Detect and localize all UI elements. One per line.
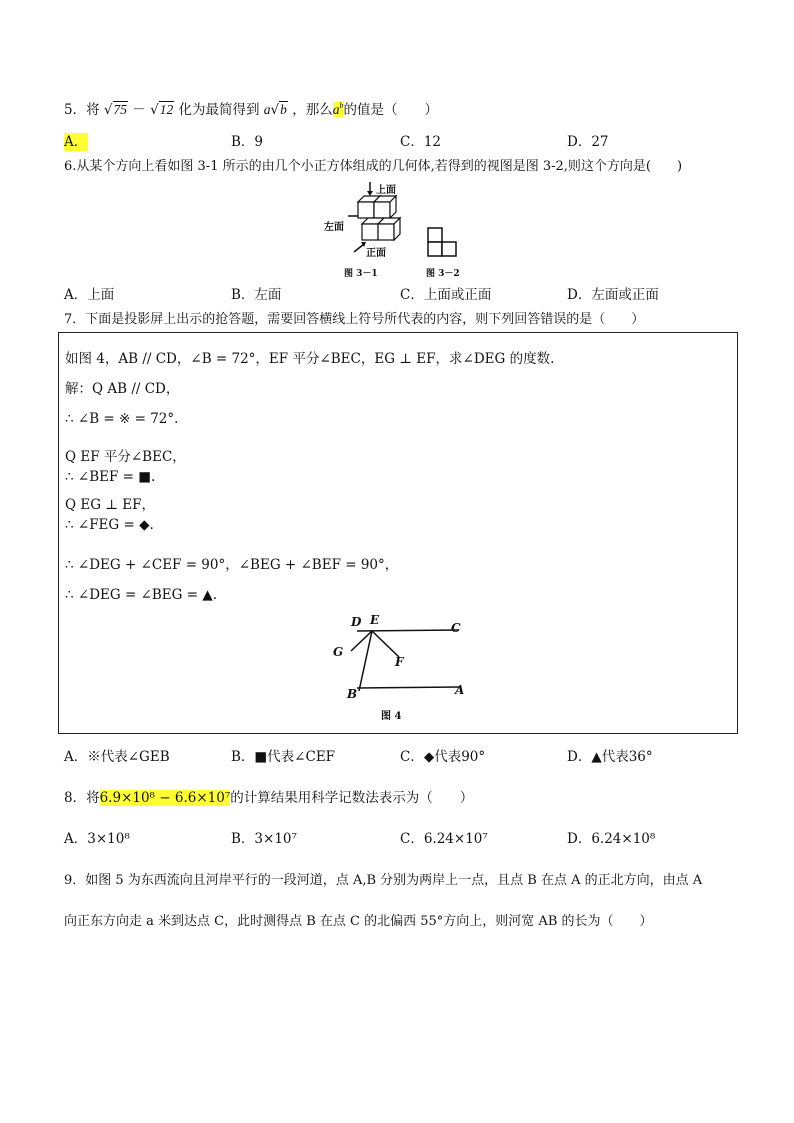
fig-3-2-caption: 图 3－2 bbox=[426, 269, 460, 279]
q8-suffix: 的计算结果用科学记数法表示为（ ） bbox=[230, 790, 474, 806]
q5-mid: 化为最简得到 bbox=[178, 102, 260, 118]
sqrt-75: √75 bbox=[103, 102, 127, 118]
q7-option-b[interactable]: B．■代表∠CEF bbox=[231, 749, 336, 765]
q5-option-b[interactable]: B．9 bbox=[231, 134, 264, 150]
box-line-5: ∴ ∠BEF = ■. bbox=[65, 469, 156, 485]
q8-option-d[interactable]: D．6.24×10⁸ bbox=[567, 831, 656, 847]
q8-option-c[interactable]: C．6.24×10⁷ bbox=[400, 831, 488, 847]
q6-option-d[interactable]: D．左面或正面 bbox=[567, 287, 659, 303]
q6-option-c[interactable]: C．上面或正面 bbox=[400, 287, 492, 303]
q5-suffix: 的值是（ ） bbox=[343, 102, 438, 118]
figure-4 bbox=[329, 613, 479, 723]
power-base: a bbox=[332, 102, 340, 117]
q8-option-a[interactable]: A．3×10⁸ bbox=[64, 831, 130, 847]
q6-option-a[interactable]: A．上面 bbox=[64, 287, 115, 303]
var-a: a bbox=[263, 102, 271, 117]
power-a-b bbox=[333, 102, 344, 117]
q8-prefix: 8．将 bbox=[64, 790, 100, 806]
q7-option-c[interactable]: C．◆代表90° bbox=[400, 749, 486, 765]
box-line-4: Q EF 平分∠BEC， bbox=[65, 449, 186, 465]
var-b: b bbox=[280, 102, 287, 117]
fig4-label-g: G bbox=[333, 645, 344, 659]
minus-sign: － bbox=[132, 102, 146, 118]
box-line-8: ∴ ∠DEG + ∠CEF = 90°，∠BEG + ∠BEF = 90°， bbox=[65, 557, 399, 573]
fig-label-top: 上面 bbox=[376, 185, 396, 196]
q5-option-a[interactable]: A． bbox=[64, 134, 88, 150]
box-line-6: Q EG ⊥ EF， bbox=[65, 497, 155, 513]
q7-option-a[interactable]: A．※代表∠GEB bbox=[64, 749, 170, 765]
fig4-label-d: D bbox=[351, 615, 362, 629]
fig4-label-f: F bbox=[395, 655, 404, 669]
projection-screen-box bbox=[58, 332, 738, 734]
box-line-1: 如图 4，AB // CD，∠B = 72°，EF 平分∠BEC，EG ⊥ EF，求∠DEG 的度数. bbox=[65, 351, 555, 367]
question-9-line-2: 向正东方向走 a 米到达点 C，此时测得点 B 在点 C 的北偏西 55°方向上，则河宽 AB 的长为（ ） bbox=[64, 914, 653, 929]
q5-mid2: ，那么 bbox=[292, 102, 333, 118]
q5-option-d[interactable]: D．27 bbox=[567, 134, 609, 150]
radicand-12: 12 bbox=[159, 102, 174, 117]
fig4-caption: 图 4 bbox=[381, 711, 402, 722]
fig4-label-c: C bbox=[451, 621, 461, 635]
sqrt-b: √b bbox=[270, 102, 287, 118]
fig-label-left: 左面 bbox=[324, 222, 344, 233]
sqrt-12: √12 bbox=[150, 102, 174, 118]
q7-option-d[interactable]: D．▲代表36° bbox=[567, 749, 653, 765]
fig4-label-e: E bbox=[370, 613, 380, 627]
q6-option-b[interactable]: B．左面 bbox=[231, 287, 282, 303]
question-8-stem bbox=[64, 789, 473, 807]
box-line-3: ∴ ∠B = ※ = 72°. bbox=[65, 411, 179, 427]
question-6-stem: 6.从某个方向上看如图 3-1 所示的由几个小正方体组成的几何体,若得到的视图是图 3-2,则这个方向是( ) bbox=[64, 159, 683, 174]
q8-option-b[interactable]: B．3×10⁷ bbox=[231, 831, 297, 847]
fig-3-1-caption: 图 3－1 bbox=[344, 269, 378, 279]
fig-label-front: 正面 bbox=[366, 248, 386, 259]
question-5-stem bbox=[64, 101, 438, 119]
fig4-label-b: B bbox=[347, 687, 358, 701]
radicand-75: 75 bbox=[113, 102, 127, 117]
figure-3 bbox=[320, 180, 480, 280]
q5-prefix: 5．将 bbox=[64, 102, 100, 118]
fig4-label-a: A bbox=[455, 683, 465, 697]
figure-3-drawing bbox=[320, 180, 480, 280]
box-line-2: 解：Q AB // CD， bbox=[65, 381, 180, 397]
question-9-line-1: 9．如图 5 为东西流向且河岸平行的一段河道，点 A,B 分别为两岸上一点，且点 B 在点 A 的正北方向，由点 A bbox=[64, 873, 703, 888]
q5-option-c[interactable]: C．12 bbox=[400, 134, 442, 150]
q8-expression: 6.9×10⁸ − 6.6×10⁷ bbox=[99, 790, 231, 806]
box-line-9: ∴ ∠DEG = ∠BEG = ▲. bbox=[65, 587, 217, 603]
box-line-7: ∴ ∠FEG = ◆. bbox=[65, 517, 154, 533]
question-7-stem: 7．下面是投影屏上出示的抢答题，需要回答横线上符号所代表的内容，则下列回答错误的是（ ） bbox=[64, 312, 645, 327]
power-exp: b bbox=[339, 101, 344, 110]
